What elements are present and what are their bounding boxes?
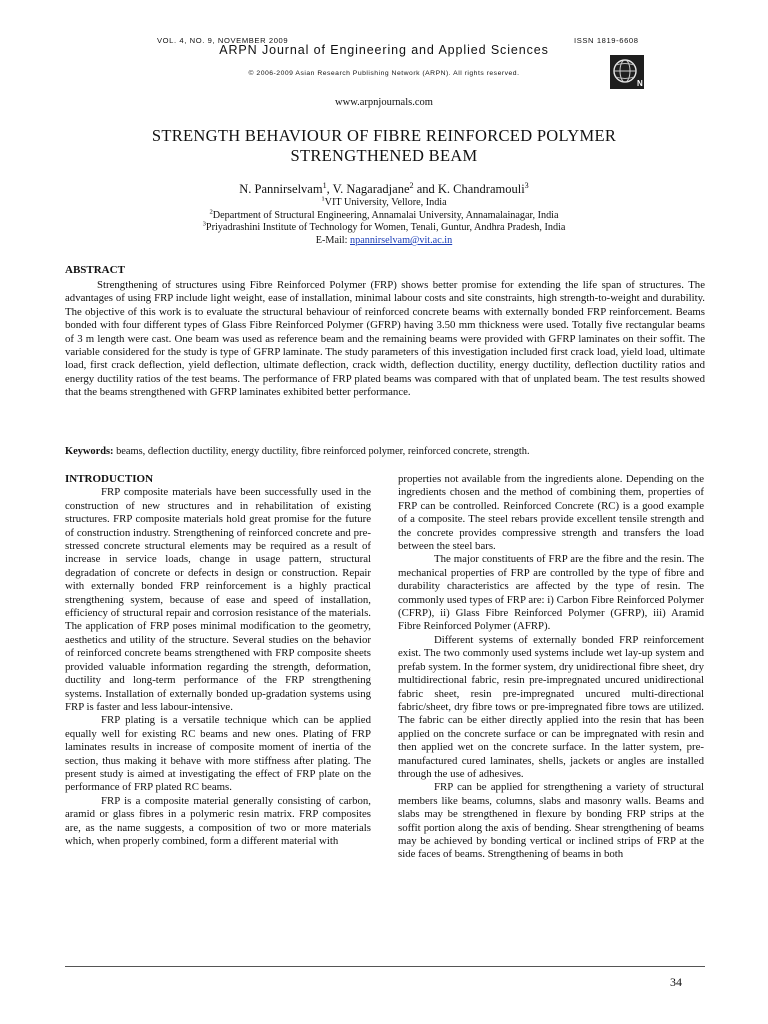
keywords (65, 446, 705, 457)
logo-letter: N (637, 79, 643, 88)
affiliation-sup: 2 (209, 208, 213, 216)
author-separator: and (413, 182, 438, 196)
keywords-text: beams, deflection ductility, energy ductility, fibre reinforced polymer, reinforced concrete, strength. (113, 446, 530, 457)
abstract-paragraph: Strengthening of structures using Fibre Reinforced Polymer (FRP) shows better promise for extending the life span of structures. The advantages of using FRP include light weight, ease of installation, minimal labour costs and site constraints, high strength-to-weight and durability. The objective of this work is to evaluate the structural behaviour of reinforced concrete beams with externally bonded FRP reinforcement. Beams bonded with four different types of Glass Fibre Reinforced Polymer (GFRP) having 3.50 mm thickness were used. Totally five rectangular beams of 3 m length were cast. One beam was used as reference beam and the remaining beams were provided with GFRP laminates on their soffit. The variable considered for the study is type of GFRP laminate. The study parameters of this investigation included first crack load, yield load, ultimate load, first crack deflection, yield deflection, ultimate deflection, crack width, deflection ductility, energy ductility, deflection ductility ratios and energy ductility ratios of the test beams. The performance of FRP plated beams was compared with that of unplated beam. The test results showed that the beams strengthened with GFRP laminates exhibited better performance. (65, 279, 705, 399)
author-3: K. Chandramouli (437, 182, 525, 196)
email-line (0, 235, 768, 246)
column-right (398, 473, 704, 862)
affiliation-sup: 3 (202, 220, 206, 228)
title-line-2: STRENGTHENED BEAM (290, 146, 478, 165)
paragraph: FRP can be applied for strengthening a variety of structural members like beams, columns, slabs and masonry walls. Beams and slabs may be strengthened in flexure by bonding FRP strips at the soffit portion along the axis of bending. Shear strengthening of beams may be achieved by bonding vertical or inclined strips of FRP at the side faces of beams. Strengthening of beams in both (398, 781, 704, 861)
paper-title (0, 126, 768, 166)
issn: ISSN 1819-6608 (574, 36, 639, 45)
email-label: E-Mail: (315, 235, 351, 246)
paragraph: FRP is a composite material generally consisting of carbon, aramid or glass fibres in a polymeric resin matrix. FRP composites are, as the name suggests, a composition of two or more materials which, when properly combined, form a different material with (65, 794, 371, 847)
arpn-globe-logo-icon (610, 55, 644, 89)
author-2: V. Nagaradjane (332, 182, 410, 196)
affiliation-text: VIT University, Vellore, India (324, 197, 447, 208)
affiliation-text: Priyadrashini Institute of Technology for Women, Tenali, Guntur, Andhra Pradesh, India (205, 222, 566, 233)
paragraph: The major constituents of FRP are the fibre and the resin. The mechanical properties of FRP are controlled by the type of fibre and durability characteristics are affected by the type of resin. The commonly used types of FRP are: i) Carbon Fibre Reinforced Polymer (CFRP), ii) Glass Fibre Reinforced Polymer (GFRP), iii) Aramid Fibre Reinforced Polymer (AFRP). (398, 553, 704, 633)
affiliation-1 (0, 197, 768, 208)
affiliation-2 (0, 210, 768, 221)
keywords-label: Keywords: (65, 446, 114, 457)
affiliation-3 (0, 222, 768, 233)
abstract-text (65, 266, 705, 400)
affiliation-sup: 1 (321, 195, 325, 203)
author-1: N. Pannirselvam (239, 182, 323, 196)
page-number: 34 (670, 975, 682, 989)
journal-name: ARPN Journal of Engineering and Applied Sciences (219, 43, 549, 57)
paragraph: FRP composite materials have been successfully used in the construction of new structures and in rehabilitation of existing structures. FRP composite materials hold great promise for the future of construction industry. Strengthening of reinforced concrete and pre-stressed concrete structural elements may be required as a result of increase in service loads, change in usage pattern, structural degradation of concrete or defects in design or construction. Repair with externally bonded FRP reinforcement is a highly practical strengthening system, because of ease and speed of installation, efficiency of structural repair and corrosion resistance of the materials. The application of FRP poses minimal modification to the geometry, aesthetics and utility of the structure. Several studies on the behavior of reinforced concrete beams strengthened with FRP composite sheets provided valuable information regarding the strength, deformation, ductility and long-term performance of the FRP strengthening systems. Installation of externally bonded up-gradation systems using FRP is faster and less labour-intensive. (65, 486, 371, 713)
copyright-line: © 2006-2009 Asian Research Publishing Network (ARPN). All rights reserved. (248, 70, 520, 77)
introduction-heading: INTRODUCTION (65, 473, 154, 485)
author-3-sup: 3 (524, 180, 529, 190)
journal-url[interactable]: www.arpnjournals.com (335, 97, 433, 108)
email-link[interactable]: npannirselvam@vit.ac.in (350, 235, 453, 246)
volume-info: VOL. 4, NO. 9, NOVEMBER 2009 (157, 36, 289, 45)
author-2-sup: 2 (409, 180, 414, 190)
abstract-spacer (65, 266, 705, 279)
paragraph: properties not available from the ingredients alone. Depending on the ingredients chosen and the method of combining them, properties of FRP can be controlled. Reinforced Concrete (RC) is a good example of a composite. The steel rebars provide excellent tensile strength and the concrete provides compressive strength and transfers the load between the steel bars. (398, 473, 704, 553)
affiliation-text: Department of Structural Engineering, Annamalai University, Annamalainagar, India (212, 210, 559, 221)
author-1-sup: 1 (322, 180, 327, 190)
paragraph: Different systems of externally bonded FRP reinforcement exist. The two commonly used systems include wet lay-up system and prefab system. In the former system, dry unidirectional fibre sheet, dry multidirectional fabric, resin pre-impregnated uncured unidirectional fabric sheet, resin pre-impregnated uncured multi-directional fabric/sheet, dry fibre tows or pre-impregnated fibre tows are utilized. The fabric can be either directly applied into the resin that has been applied on the concrete surface or can be impregnated with resin and then applied wet on the concrete surface. In the latter system, pre-manufactured cured laminates, shells, jackets or angles are installed through the use of adhesives. (398, 633, 704, 780)
abstract-heading: ABSTRACT (65, 264, 125, 276)
column-left (65, 473, 371, 848)
footer-rule (65, 966, 705, 967)
paragraph: FRP plating is a versatile technique which can be applied equally well for existing RC beams and new ones. Plating of FRP laminates results in increase of composite moment of inertia of the section, thus making it behave with more stiffness after plating. The present study is aimed at investigating the effect of FRP plate on the performance of FRP plated RC beams. (65, 714, 371, 794)
title-line-1: STRENGTH BEHAVIOUR OF FIBRE REINFORCED POLYMER (151, 126, 617, 145)
author-list (0, 182, 768, 197)
author-separator: , (326, 182, 333, 196)
